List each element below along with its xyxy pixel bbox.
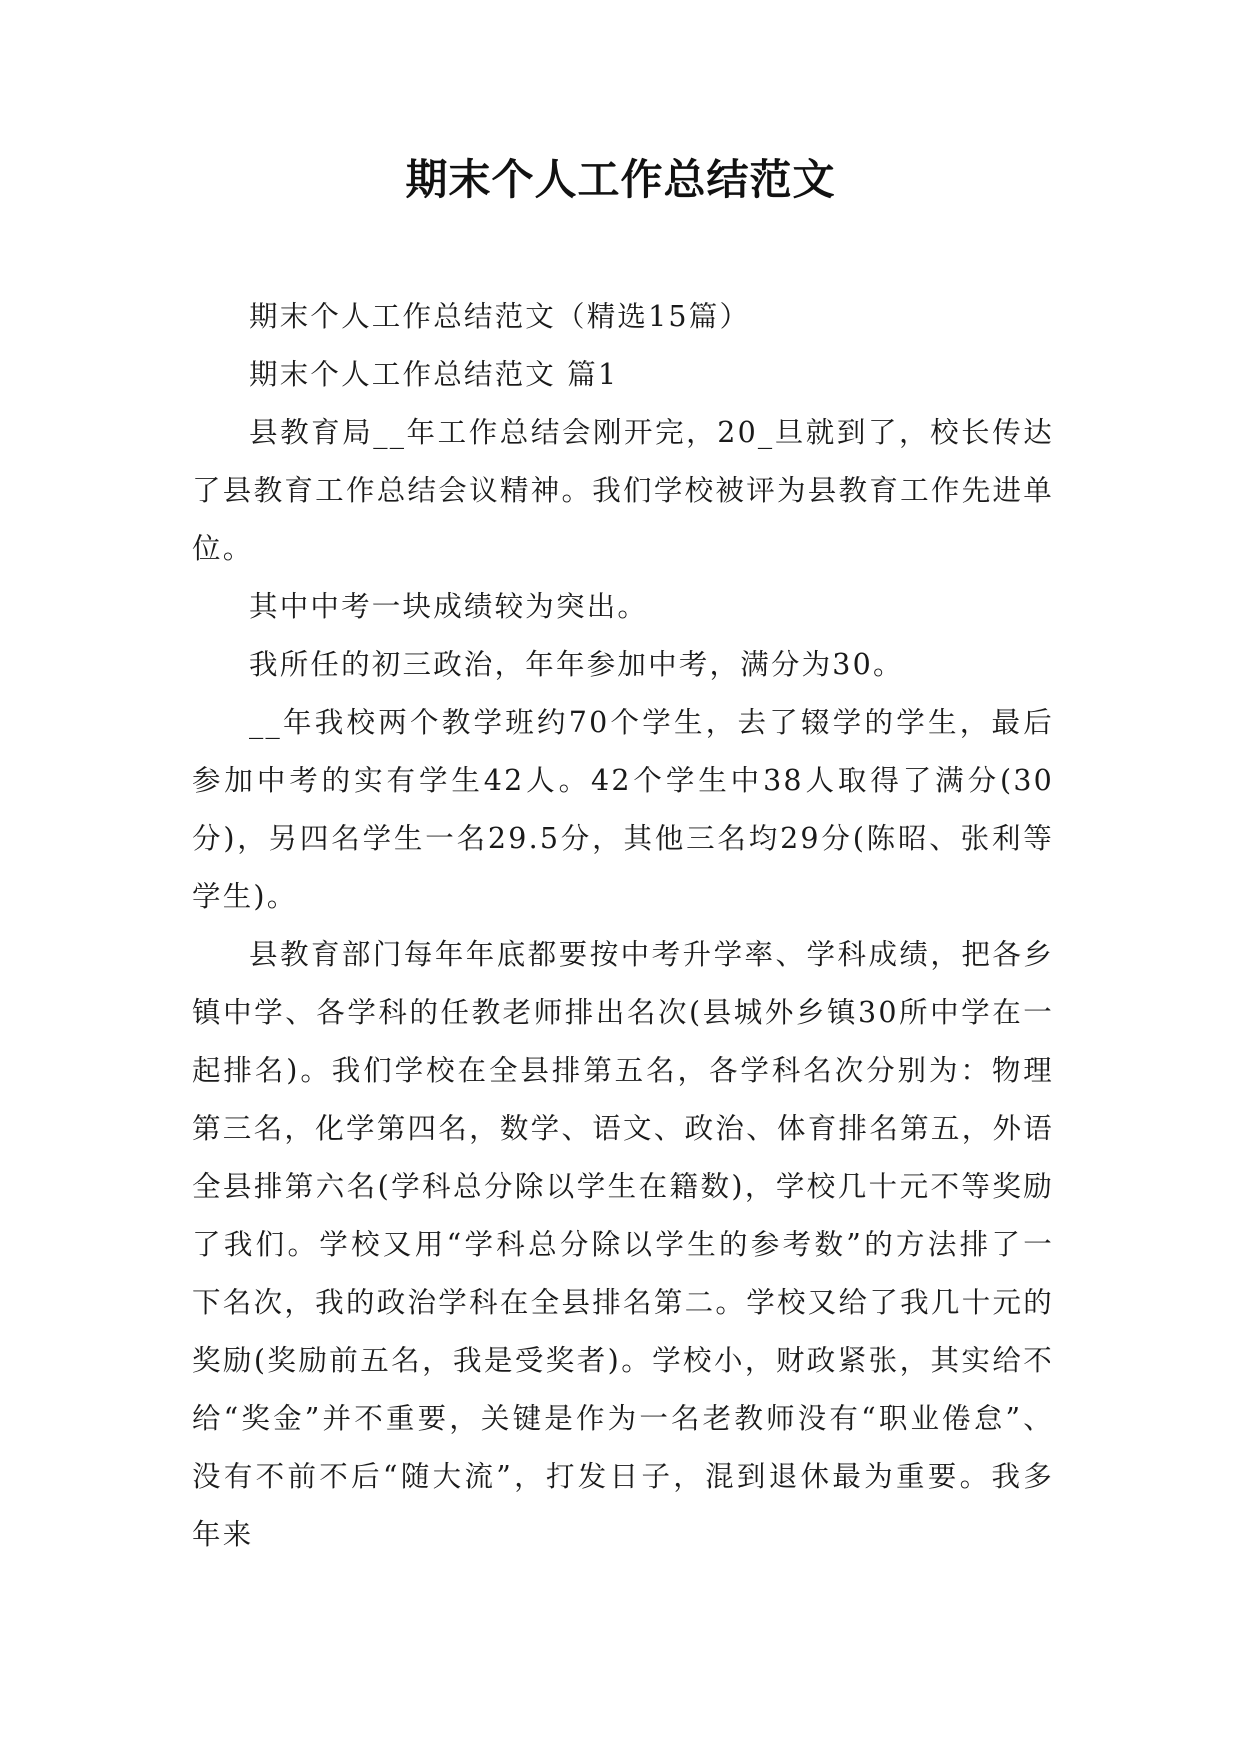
body-paragraph: 县教育局__年工作总结会刚开完，20_旦就到了，校长传达了县教育工作总结会议精神。我们学校被评为县教育工作先进单位。: [192, 416, 1054, 565]
body-paragraph: 我所任的初三政治，年年参加中考，满分为30。: [249, 648, 904, 681]
document-title: 期末个人工作总结范文: [405, 155, 836, 204]
subtitle-paragraph: 期末个人工作总结范文（精选15篇）: [249, 300, 751, 333]
document-body: [192, 288, 1054, 1564]
body-paragraph: 其中中考一块成绩较为突出。: [249, 590, 649, 623]
body-paragraph: __年我校两个教学班约70个学生，去了辍学的学生，最后参加中考的实有学生42人。42个学生中38人取得了满分(30分)，另四名学生一名29.5分，其他三名均29分(陈昭、张利等学生)。: [192, 706, 1054, 913]
section-heading: 期末个人工作总结范文 篇1: [249, 358, 619, 391]
body-paragraph: 县教育部门每年年底都要按中考升学率、学科成绩，把各乡镇中学、各学科的任教老师排出名次(县城外乡镇30所中学在一起排名)。我们学校在全县排第五名，各学科名次分别为：物理第三名，化学第四名，数学、语文、政治、体育排名第五，外语全县排第六名(学科总分除以学生在籍数)，学校几十元不等奖励了我们。学校又用“学科总分除以学生的参考数”的方法排了一下名次，我的政治学科在全县排名第二。学校又给了我几十元的奖励(奖励前五名，我是受奖者)。学校小，财政紧张，其实给不给“奖金”并不重要，关键是作为一名老教师没有“职业倦怠”、没有不前不后“随大流”，打发日子，混到退休最为重要。我多年来: [192, 938, 1054, 1551]
